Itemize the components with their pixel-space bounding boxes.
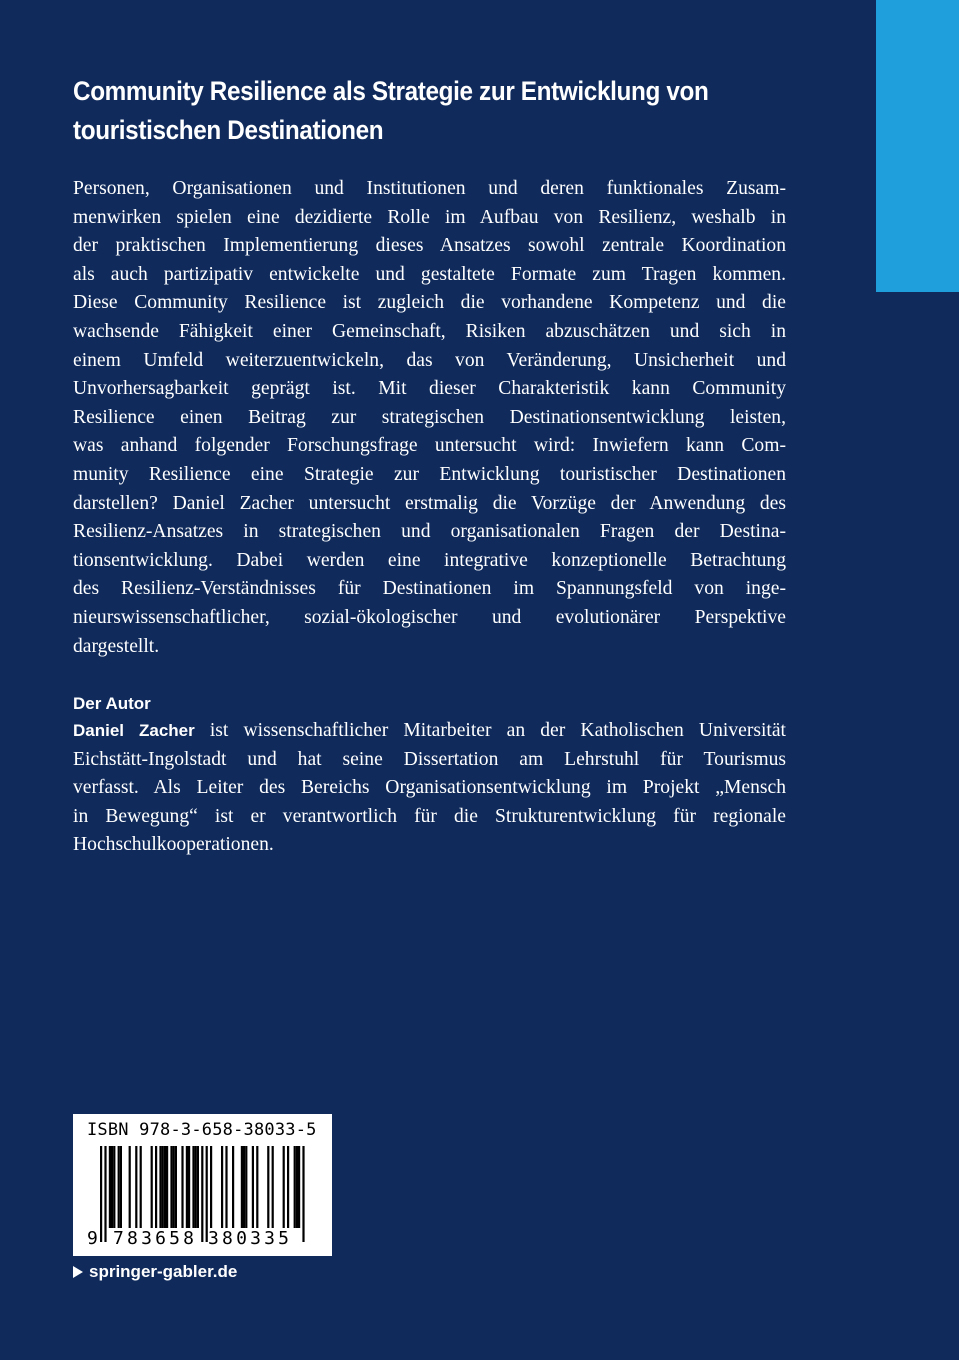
author-bio	[73, 717, 786, 860]
barcode-bar	[296, 1146, 298, 1228]
barcode-bar	[243, 1146, 245, 1228]
author-bio-line: in Bewegung“ ist er verantwortlich für die Strukturentwicklung für regionale	[73, 805, 786, 827]
barcode-bar	[159, 1146, 161, 1228]
barcode-bar	[135, 1146, 137, 1228]
barcode-bar	[252, 1146, 254, 1228]
barcode-bar	[283, 1146, 285, 1228]
barcode-bar	[267, 1146, 269, 1228]
barcode-digit-prefix: 9	[87, 1228, 98, 1249]
author-bio-line: verfasst. Als Leiter des Bereichs Organisationsentwicklung im Projekt „Mensch	[73, 777, 786, 799]
barcode-bar	[140, 1146, 142, 1228]
description-line: darstellen? Daniel Zacher untersucht erstmalig die Vorzüge der Anwendung des	[73, 492, 786, 514]
description-line: munity Resilience eine Strategie zur Entwicklung touristischer Destinationen	[73, 463, 786, 485]
barcode-bar	[225, 1146, 227, 1228]
description-line: einem Umfeld weiterzuentwickeln, das von Veränderung, Unsicherheit und	[73, 349, 786, 371]
barcode-bar	[201, 1146, 203, 1242]
barcode-bar	[256, 1146, 258, 1228]
barcode-bar	[192, 1146, 194, 1228]
accent-bar	[876, 0, 959, 292]
description-line: Diese Community Resilience ist zugleich die vorhandene Kompetenz und die	[73, 292, 786, 314]
barcode-bar	[181, 1146, 183, 1228]
barcode-bar	[287, 1146, 289, 1228]
barcode-bar	[232, 1146, 234, 1228]
barcode-digits-right: 380335	[208, 1228, 293, 1249]
barcode-bar	[195, 1146, 197, 1228]
description-line: nieurswissenschaftlicher, sozial-ökologischer und evolutionärer Perspektive	[73, 606, 786, 628]
description-line: des Resilienz-Verständnisses für Destinationen im Spannungsfeld von inge-	[73, 578, 786, 600]
barcode-bar	[166, 1146, 168, 1228]
barcode-bar	[245, 1146, 247, 1228]
barcode-bar	[294, 1146, 296, 1228]
author-bio-first-line: ist wissenschaftlicher Mitarbeiter an der Katholischen Universität	[194, 720, 786, 741]
barcode-bar	[241, 1146, 243, 1228]
isbn-barcode	[73, 1114, 332, 1256]
description-line: Unvorhersagbarkeit geprägt ist. Mit dieser Charakteristik kann Community	[73, 378, 786, 400]
author-name: Daniel Zacher	[73, 721, 195, 740]
barcode-bar	[173, 1146, 175, 1228]
book-description	[73, 175, 786, 661]
barcode-bar	[221, 1146, 223, 1228]
arrow-right-icon	[73, 1266, 83, 1278]
description-line: der praktischen Implementierung dieses Ansatzes sowohl zentrale Koordination	[73, 235, 786, 257]
description-line: Personen, Organisationen und Institutionen und deren funktionales Zusam-	[73, 178, 786, 199]
barcode-bar	[186, 1146, 188, 1228]
description-line: tionsentwicklung. Dabei werden eine integrative konzeptionelle Betrachtung	[73, 549, 786, 571]
barcode-bar	[129, 1146, 131, 1228]
author-bio-line	[73, 717, 786, 746]
description-line: Resilienz-Ansatzes in strategischen und organisationalen Fragen der Destina-	[73, 521, 786, 543]
book-title-line: touristischen Destinationen	[73, 115, 384, 145]
author-bio-line: Hochschulkooperationen.	[73, 834, 274, 856]
author-bio-line: Eichstätt-Ingolstadt und hat seine Dissertation am Lehrstuhl für Tourismus	[73, 748, 786, 770]
barcode-bar	[100, 1146, 102, 1242]
barcode-bar	[118, 1146, 120, 1228]
publisher-link[interactable]	[73, 1262, 237, 1282]
book-title-line: Community Resilience als Strategie zur Entwicklung von	[73, 76, 709, 106]
barcode-bar	[104, 1146, 106, 1242]
barcode-bar	[155, 1146, 157, 1228]
book-title	[73, 72, 721, 150]
description-line: menwirken spielen eine dezidierte Rolle im Aufbau von Resilienz, weshalb in	[73, 206, 786, 228]
barcode-bar	[188, 1146, 190, 1228]
barcode-bar	[109, 1146, 111, 1228]
description-line: als auch partizipativ entwickelte und gestaltete Formate zum Tragen kommen.	[73, 263, 786, 285]
description-line: dargestellt.	[73, 635, 160, 657]
description-line: Resilience einen Beitrag zur strategischen Destinationsentwicklung leisten,	[73, 406, 786, 428]
barcode-bar	[164, 1146, 166, 1228]
publisher-url[interactable]: springer-gabler.de	[89, 1262, 238, 1281]
barcode-bar	[272, 1146, 274, 1228]
barcode-bar	[170, 1146, 172, 1228]
barcode-bar	[210, 1146, 212, 1228]
barcode-bar	[120, 1146, 122, 1228]
barcode-bar	[113, 1146, 115, 1228]
barcode-bar	[151, 1146, 153, 1228]
author-heading: Der Autor	[73, 694, 151, 713]
barcode-digits-left: 783658	[113, 1228, 198, 1249]
barcode-bar	[298, 1146, 300, 1228]
barcode-bar	[162, 1146, 164, 1228]
barcode-bar	[111, 1146, 113, 1228]
description-line: wachsende Fähigkeit einer Gemeinschaft, Risiken abzuschätzen und sich in	[73, 320, 786, 342]
description-line: was anhand folgender Forschungsfrage untersucht wird: Inwiefern kann Com-	[73, 435, 786, 457]
isbn-label: ISBN 978-3-658-38033-5	[87, 1120, 317, 1140]
barcode-bar	[197, 1146, 199, 1228]
barcode-bar	[175, 1146, 177, 1228]
barcode-bar	[302, 1146, 304, 1242]
